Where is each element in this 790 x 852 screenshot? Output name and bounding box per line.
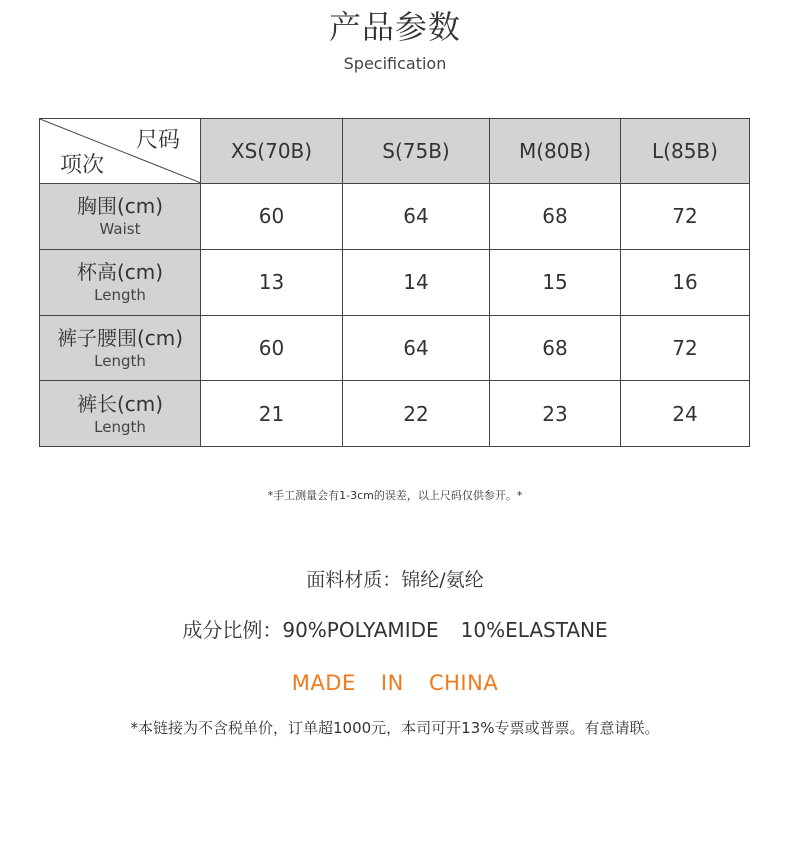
composition-line — [0, 614, 790, 643]
corner-item-label: 项次 — [60, 153, 105, 178]
row-label-cn: 杯高(cm) — [76, 260, 164, 285]
row-label-en: Length — [94, 351, 146, 370]
corner-size-label: 尺码 — [135, 128, 180, 153]
size-header-l: L(85B) — [621, 119, 750, 184]
table-row-pants-length — [40, 381, 750, 447]
row-label-bust — [40, 184, 201, 250]
row-label-pants-length — [40, 381, 201, 447]
table-cell: 68 — [490, 315, 621, 381]
table-cell: 68 — [490, 184, 621, 250]
table-cell: 24 — [621, 381, 750, 447]
row-label-pants-waist — [40, 315, 201, 381]
size-chart-table — [39, 118, 750, 447]
row-label-cup-height — [40, 249, 201, 315]
tax-invoice-note: *本链接为不含税单价，订单超1000元，本司可开13%专票或普票。有意请联。 — [130, 719, 660, 737]
table-cell: 21 — [201, 381, 343, 447]
composition-polyamide: 90%POLYAMIDE — [282, 618, 439, 642]
table-row-cup-height — [40, 249, 750, 315]
row-label-cn: 胸围(cm) — [76, 194, 164, 219]
table-cell: 22 — [343, 381, 490, 447]
row-label-en: Length — [94, 286, 146, 305]
row-label-cn: 裤长(cm) — [76, 391, 164, 416]
corner-cell — [40, 119, 201, 184]
row-label-cn: 裤子腰围(cm) — [56, 325, 184, 350]
composition-elastane: 10%ELASTANE — [460, 618, 608, 642]
table-cell: 72 — [621, 315, 750, 381]
table-cell: 16 — [621, 249, 750, 315]
size-header-row — [40, 119, 750, 184]
size-header-xs: XS(70B) — [201, 119, 343, 184]
fabric-material: 面料材质：锦纶/氨纶 — [306, 569, 484, 591]
made-in-china: MADE IN CHINA — [291, 671, 499, 695]
row-label-en: Waist — [99, 220, 141, 239]
table-cell: 14 — [343, 249, 490, 315]
size-header-m: M(80B) — [490, 119, 621, 184]
table-cell: 60 — [201, 184, 343, 250]
table-row-pants-waist — [40, 315, 750, 381]
table-cell: 13 — [201, 249, 343, 315]
table-cell: 60 — [201, 315, 343, 381]
size-header-s: S(75B) — [343, 119, 490, 184]
table-cell: 64 — [343, 184, 490, 250]
composition-label: 成分比例： — [182, 618, 283, 642]
table-cell: 15 — [490, 249, 621, 315]
table-cell: 72 — [621, 184, 750, 250]
table-cell: 64 — [343, 315, 490, 381]
table-row-bust — [40, 184, 750, 250]
row-label-en: Length — [94, 417, 146, 436]
table-cell: 23 — [490, 381, 621, 447]
page-subtitle: Specification — [343, 54, 447, 73]
measurement-note: *手工测量会有1-3cm的误差，以上尺码仅供参开。* — [267, 489, 523, 502]
page-title: 产品参数 — [328, 8, 461, 46]
